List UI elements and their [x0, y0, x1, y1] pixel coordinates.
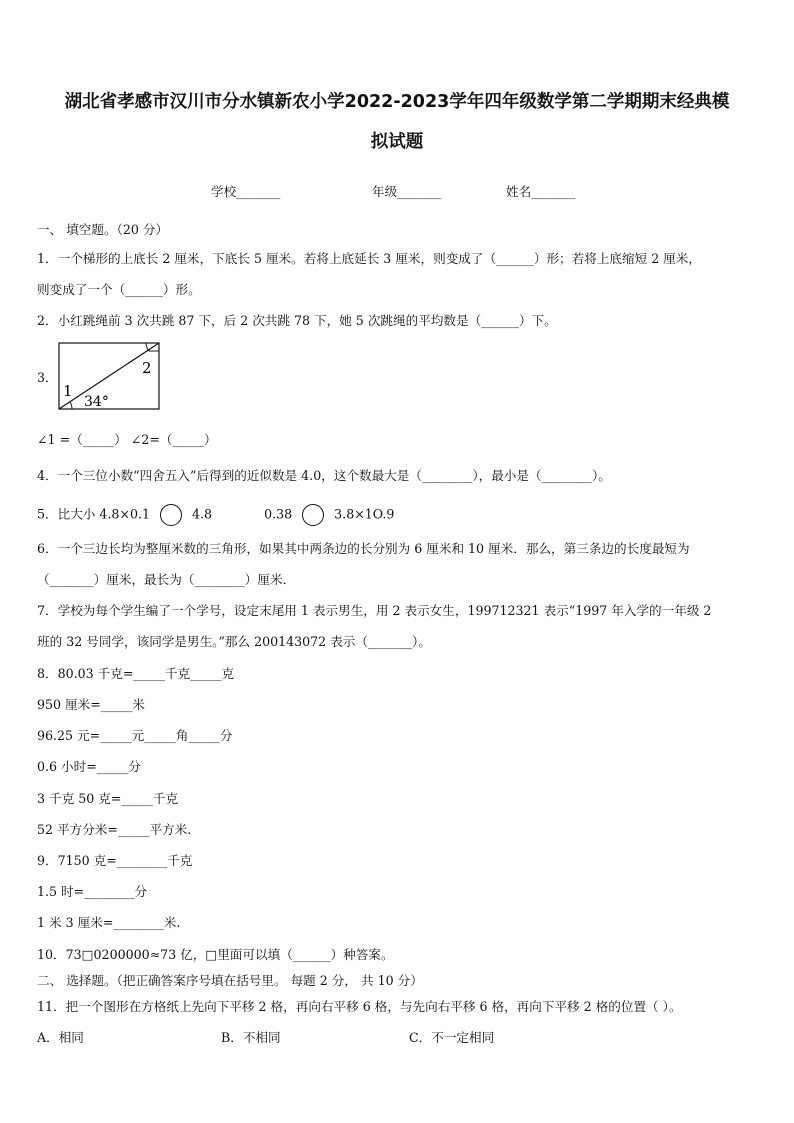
question-5-prefix: 5．比大小 4.8×0.1 — [37, 506, 150, 522]
rectangle-diagonal-figure — [58, 342, 162, 412]
question-9-item: 1 米 3 厘米=________米. — [37, 915, 181, 930]
name-field: 姓名_______ — [506, 184, 576, 199]
question-7-line1: 7．学校为每个学生编了一个学号，设定末尾用 1 表示男生，用 2 表示女生，199712321 表示“1997 年入学的一年级 2 — [37, 603, 712, 618]
question-3-number: 3． — [37, 370, 58, 385]
angle-arc-bottom — [70, 402, 72, 409]
question-8-item: 3 千克 50 克=_____千克 — [37, 791, 179, 806]
question-2: 2．小红跳绳前 3 次共跳 87 下，后 2 次共跳 78 下，她 5 次跳绳的平均数是（______）下。 — [37, 313, 557, 328]
question-5-suffix: 3.8×1O.9 — [334, 506, 395, 522]
question-5 — [37, 504, 394, 526]
question-1-line2: 则变成了一个（______）形。 — [37, 282, 201, 297]
question-8-item: 96.25 元=_____元_____角_____分 — [37, 728, 233, 743]
question-9-item: 9．7150 克=________千克 — [37, 853, 193, 868]
angle-value-label: 34° — [84, 394, 109, 410]
section-heading-fill-blank: 一、 填空题。（20 分） — [37, 222, 169, 237]
angle-label-2: 2 — [142, 359, 152, 377]
question-6-line2: （_______）厘米，最长为（________）厘米． — [37, 572, 296, 587]
exam-title-line2: 拟试题 — [370, 132, 424, 152]
angle-label-1: 1 — [63, 382, 73, 400]
school-field: 学校_______ — [211, 184, 281, 199]
question-7-line2: 班的 32 号同学，该同学是男生。”那么 200143072 表示（_______）。 — [37, 634, 431, 649]
question-3-answer: ∠1 =（_____） ∠2=（_____） — [37, 432, 217, 447]
question-8-item: 52 平方分米=_____平方米. — [37, 822, 192, 837]
question-8-item: 8．80.03 千克=_____千克_____克 — [37, 666, 235, 681]
question-5-value-b: 0.38 — [264, 506, 293, 522]
compare-circle-2[interactable] — [302, 504, 324, 526]
question-11: 11．把一个图形在方格纸上先向下平移 2 格，再向右平移 6 格，与先向右平移 6 格，再向下平移 2 格的位置（ ）。 — [37, 999, 682, 1014]
question-9-item: 1.5 时=________分 — [37, 884, 148, 899]
question-4: 4．一个三位小数“四舍五入”后得到的近似数是 4.0，这个数最大是（________），最小是（________）。 — [37, 468, 611, 483]
question-1-line1: 1．一个梯形的上底长 2 厘米，下底长 5 厘米。若将上底延长 3 厘米，则变成了（______）形；若将上底缩短 2 厘米， — [37, 251, 701, 266]
exam-title-line1: 湖北省孝感市汉川市分水镇新农小学2022-2023学年四年级数学第二学期期末经典模 — [64, 92, 730, 112]
compare-circle-1[interactable] — [160, 504, 182, 526]
question-5-value-a: 4.8 — [192, 506, 213, 522]
grade-field: 年级_______ — [372, 184, 442, 199]
option-b[interactable]: B．不相同 — [221, 1030, 281, 1045]
question-10: 10．73□0200000≈73 亿，□里面可以填（______）种答案。 — [37, 947, 394, 962]
option-c[interactable]: C．不一定相同 — [409, 1030, 495, 1045]
question-6-line1: 6．一个三边长均为整厘米数的三角形，如果其中两条边的长分别为 6 厘米和 10 厘米．那么，第三条边的长度最短为 — [37, 541, 690, 556]
section-heading-multiple-choice: 二、 选择题。（把正确答案序号填在括号里。 每题 2 分， 共 10 分） — [37, 973, 423, 988]
question-8-item: 950 厘米=_____米 — [37, 697, 145, 712]
question-8-item: 0.6 小时=_____分 — [37, 759, 141, 774]
option-a[interactable]: A．相同 — [37, 1030, 84, 1045]
